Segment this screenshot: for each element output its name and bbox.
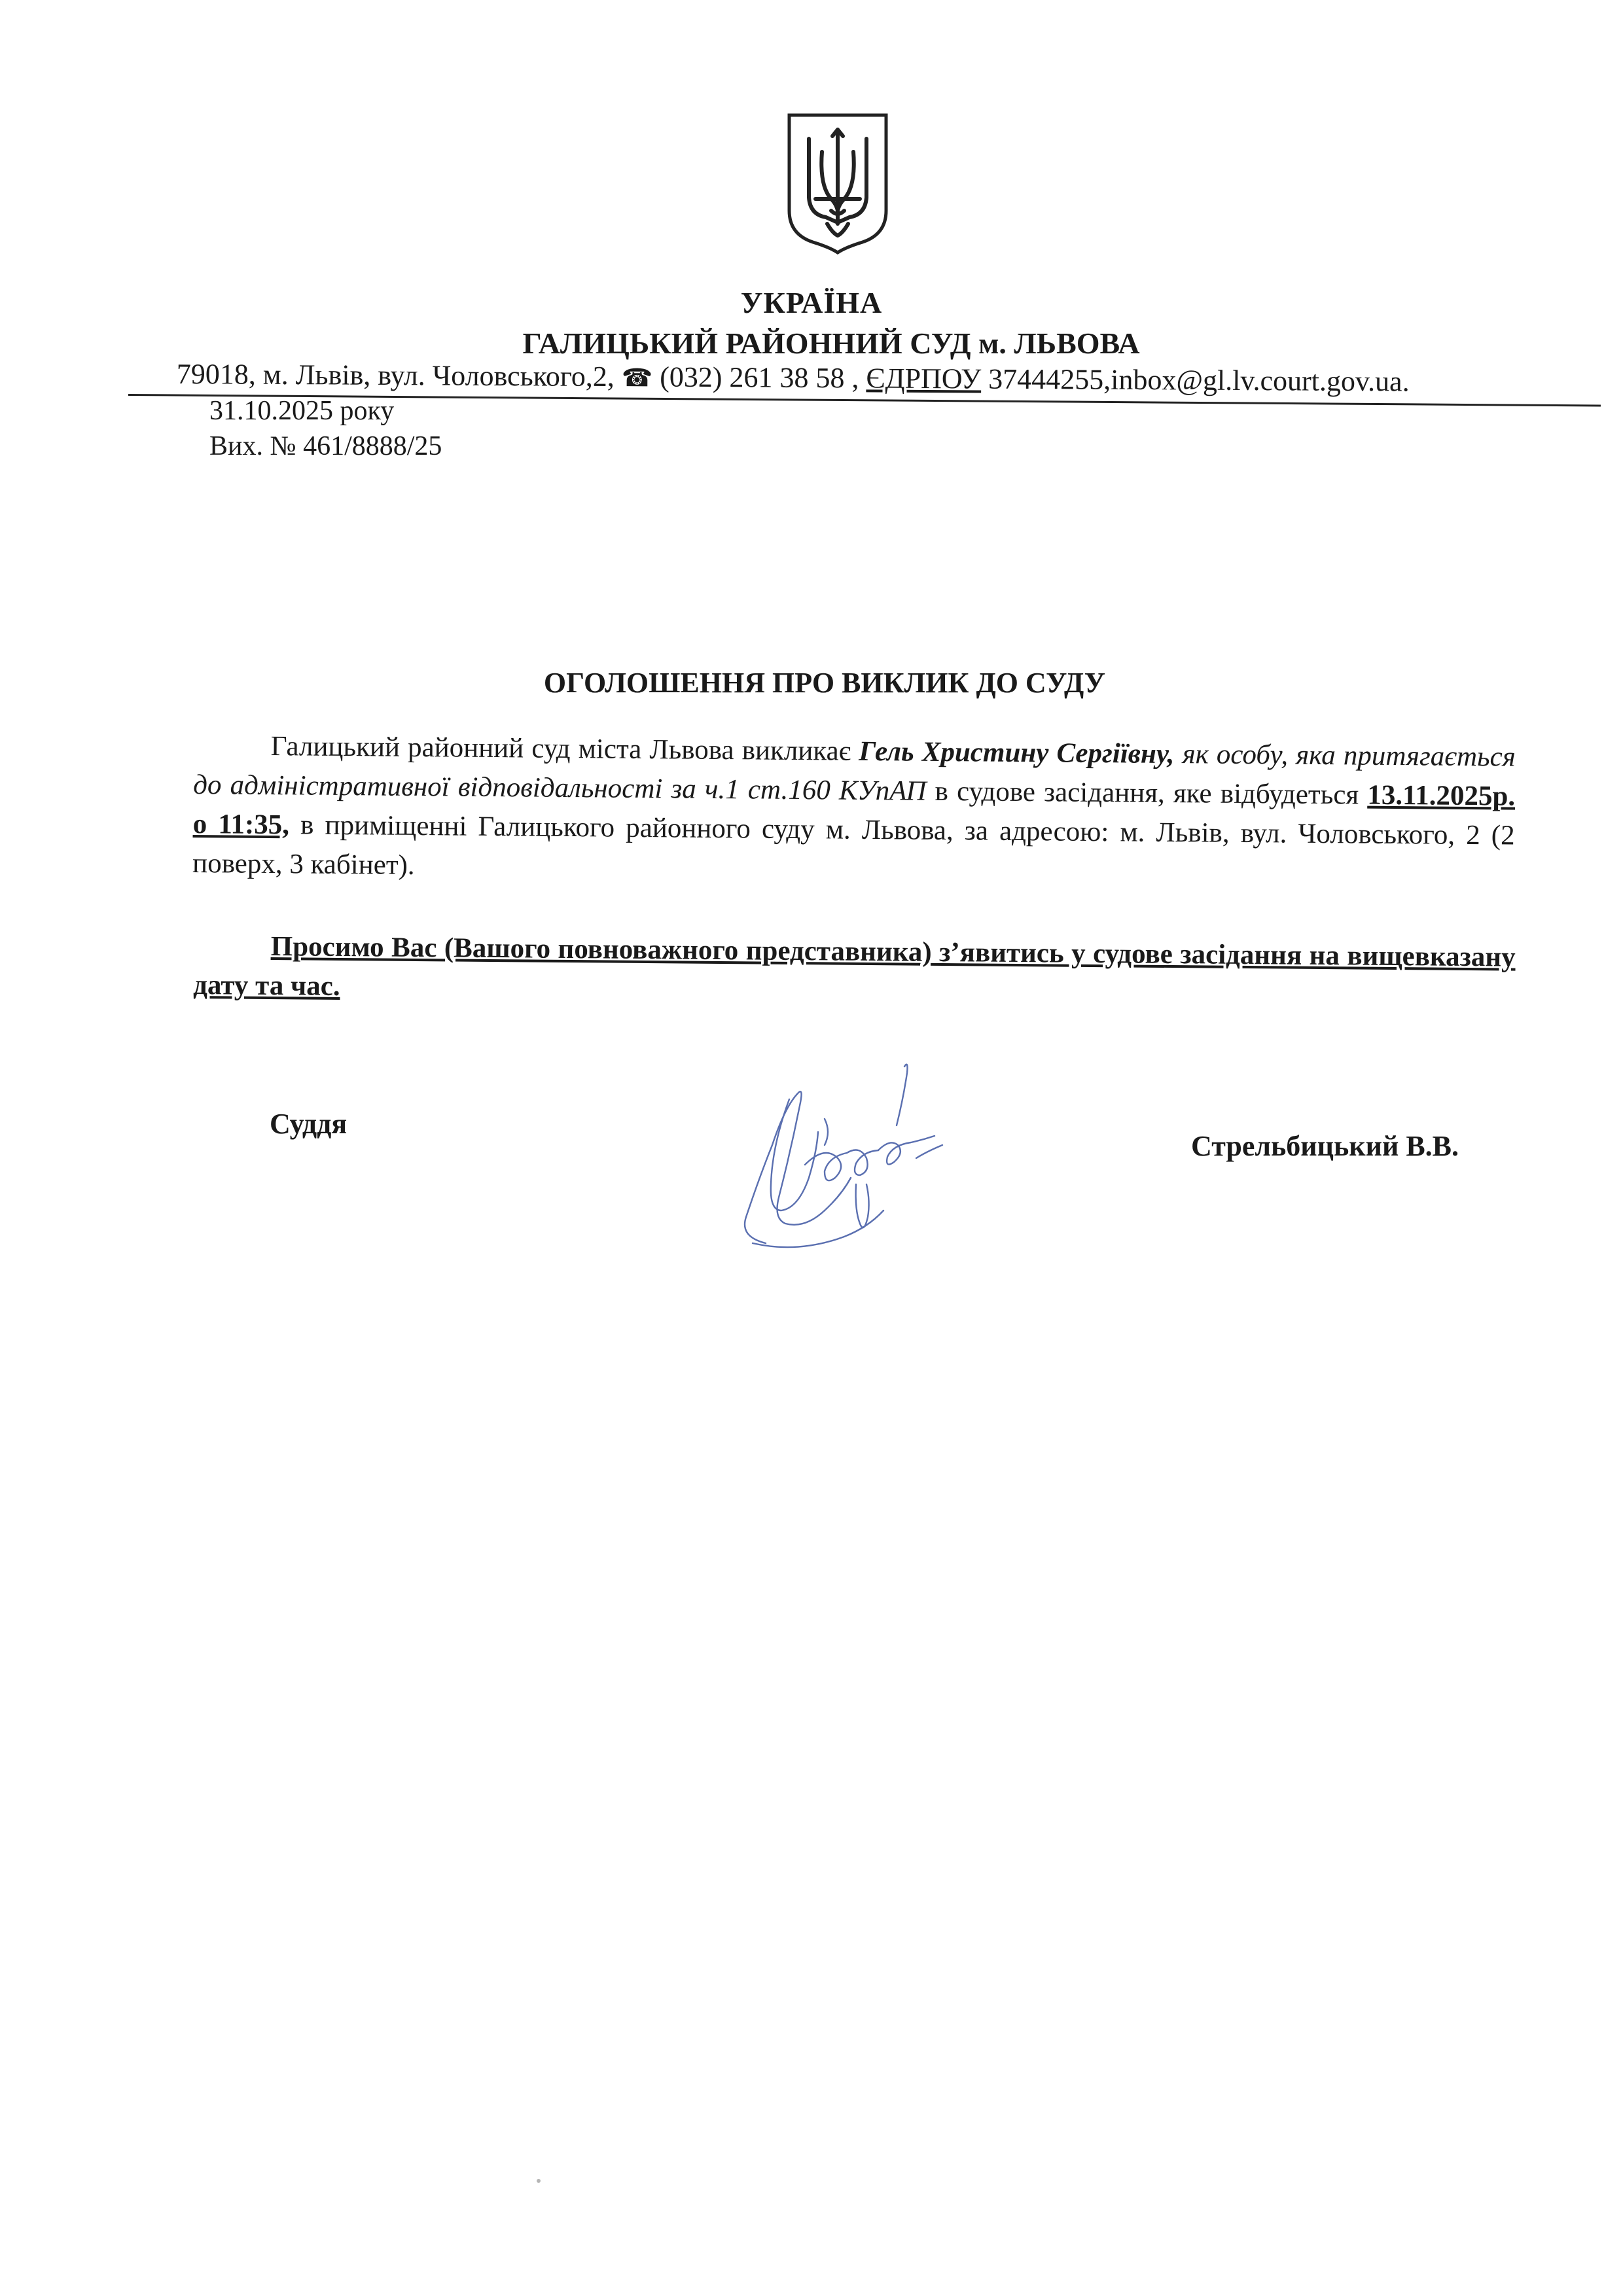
appearance-request-text: Просимо Вас (Вашого повноважного представника) з’явитись у судове засідання на вищевказану дату та час. [193, 931, 1516, 1002]
summons-paragraph [192, 726, 1516, 895]
edrpou-and-email: 37444255,inbox@gl.lv.court.gov.ua. [988, 362, 1410, 398]
court-phone: (032) 261 38 58 , [660, 361, 859, 395]
outgoing-date: 31.10.2025 року [209, 396, 395, 426]
hearing-location: в приміщенні Галицького районного суду м. Львова, за адресою: м. Львів, вул. Чоловського, 2 (2 поверх, 3 кабінет). [192, 809, 1515, 881]
court-address: 79018, м. Львів, вул. Чоловського,2, [176, 358, 615, 393]
summons-intro: Галицький районний суд міста Львова викликає [270, 731, 851, 767]
summoned-role: як особу, яка притягається до адміністративної відповідальності за ч.1 ст.160 КУпАП [193, 739, 1516, 807]
edrpou-label: ЄДРПОУ [866, 362, 982, 395]
document-title: ОГОЛОШЕННЯ ПРО ВИКЛИК ДО СУДУ [543, 667, 1106, 699]
judge-name: Стрельбицький В.В. [1191, 1130, 1459, 1162]
summons-middle: в судове засідання, яке відбудеться [935, 775, 1359, 811]
coat-of-arms-icon [785, 113, 890, 255]
scan-speck [537, 2179, 541, 2183]
judge-position: Суддя [270, 1108, 348, 1140]
handwritten-signature [726, 1047, 962, 1263]
outgoing-number: Вих. № 461/8888/25 [209, 431, 442, 461]
court-name-heading: ГАЛИЦЬКИЙ РАЙОННИЙ СУД м. ЛЬВОВА [522, 327, 1140, 360]
court-contact-line [177, 357, 1590, 399]
appearance-request [193, 927, 1516, 1017]
summoned-person: Гель Христину Сергіївну, [859, 735, 1175, 770]
telephone-icon: ☎ [621, 364, 653, 393]
hearing-datetime: 13.11.2025р. о 11:35, [192, 779, 1516, 841]
country-heading: УКРАЇНА [740, 286, 883, 319]
